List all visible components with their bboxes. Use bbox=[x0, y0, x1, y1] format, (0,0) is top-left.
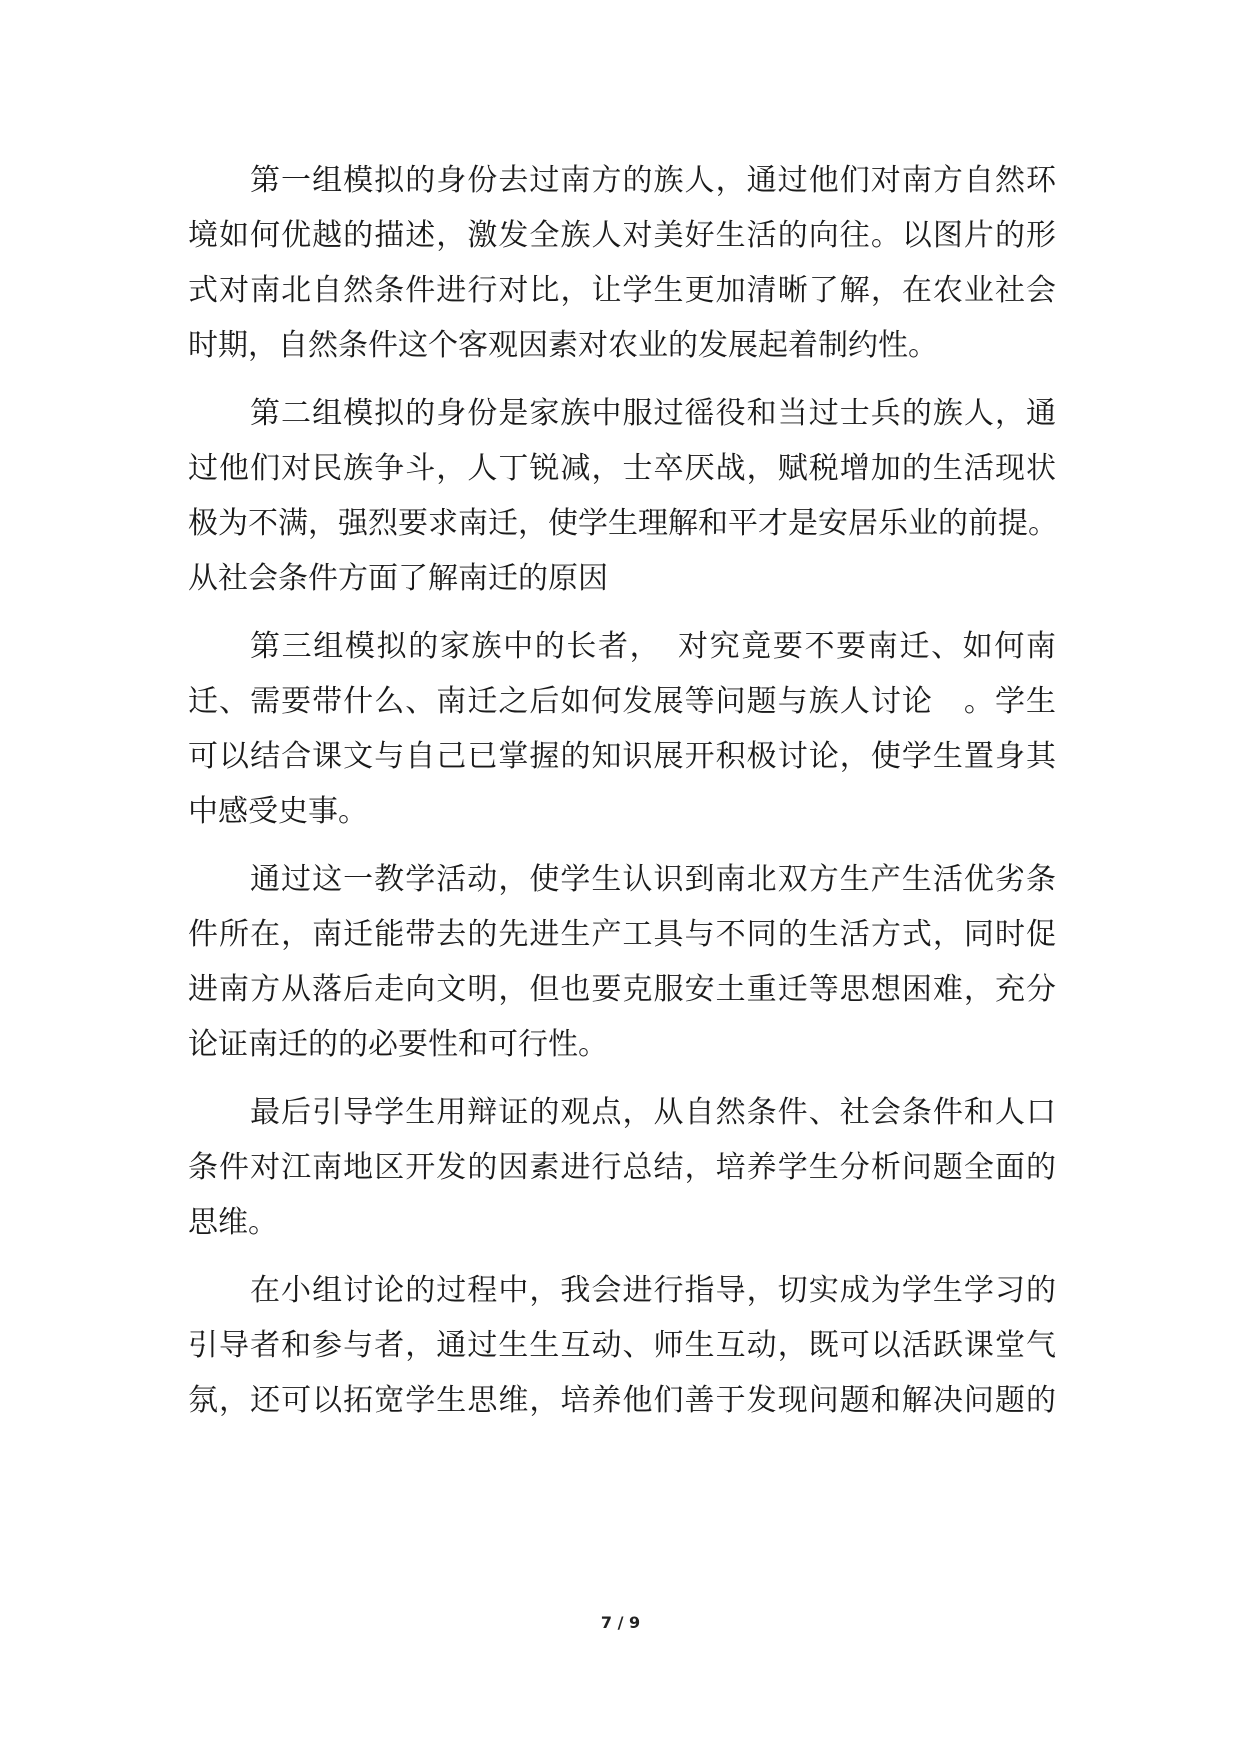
text-line: 时期，自然条件这个客观因素对农业的发展起着制约性。 bbox=[188, 328, 938, 363]
text-line: 最后引导学生用辩证的观点，从自然条件、社会条件和人口 bbox=[250, 1095, 1056, 1130]
text-line: 思维。 bbox=[188, 1205, 278, 1240]
text-line: 中感受史事。 bbox=[188, 794, 368, 829]
text-line: 条件对江南地区开发的因素进行总结，培养学生分析问题全面的 bbox=[188, 1150, 1056, 1185]
text-line: 进南方从落后走向文明，但也要克服安土重迁等思想困难，充分 bbox=[188, 972, 1056, 1007]
page-number: 7 / 9 bbox=[600, 1613, 641, 1632]
text-line: 论证南迁的的必要性和可行性。 bbox=[188, 1027, 608, 1062]
text-line: 通过这一教学活动，使学生认识到南北双方生产生活优劣条 bbox=[250, 862, 1056, 897]
paragraph-1 bbox=[188, 153, 1056, 373]
text-line: 氛，还可以拓宽学生思维，培养他们善于发现问题和解决问题的 bbox=[188, 1383, 1056, 1418]
paragraph-2 bbox=[188, 386, 1056, 606]
text-line: 第三组模拟的家族中的长者， 对究竟要不要南迁、如何南 bbox=[250, 629, 1056, 664]
text-line: 第一组模拟的身份去过南方的族人，通过他们对南方自然环 bbox=[250, 163, 1056, 198]
paragraph-5 bbox=[188, 1085, 1056, 1250]
text-line: 引导者和参与者，通过生生互动、师生互动，既可以活跃课堂气 bbox=[188, 1328, 1056, 1363]
text-line: 在小组讨论的过程中，我会进行指导，切实成为学生学习的 bbox=[250, 1273, 1056, 1308]
text-line: 极为不满，强烈要求南迁，使学生理解和平才是安居乐业的前提。 bbox=[188, 506, 1058, 541]
text-line: 可以结合课文与自己已掌握的知识展开积极讨论，使学生置身其 bbox=[188, 739, 1056, 774]
text-line: 境如何优越的描述，激发全族人对美好生活的向往。以图片的形 bbox=[188, 218, 1056, 253]
text-line: 件所在，南迁能带去的先进生产工具与不同的生活方式，同时促 bbox=[188, 917, 1056, 952]
text-line: 过他们对民族争斗，人丁锐减，士卒厌战，赋税增加的生活现状 bbox=[188, 451, 1056, 486]
text-line: 式对南北自然条件进行对比，让学生更加清晰了解，在农业社会 bbox=[188, 273, 1056, 308]
text-line: 迁、需要带什么、南迁之后如何发展等问题与族人讨论 。学生 bbox=[188, 684, 1056, 719]
text-line: 第二组模拟的身份是家族中服过徭役和当过士兵的族人，通 bbox=[250, 396, 1056, 431]
text-line: 从社会条件方面了解南迁的原因 bbox=[188, 561, 608, 596]
paragraph-3 bbox=[188, 619, 1056, 839]
document-body bbox=[188, 153, 1056, 1441]
paragraph-4 bbox=[188, 852, 1056, 1072]
paragraph-6 bbox=[188, 1263, 1056, 1428]
